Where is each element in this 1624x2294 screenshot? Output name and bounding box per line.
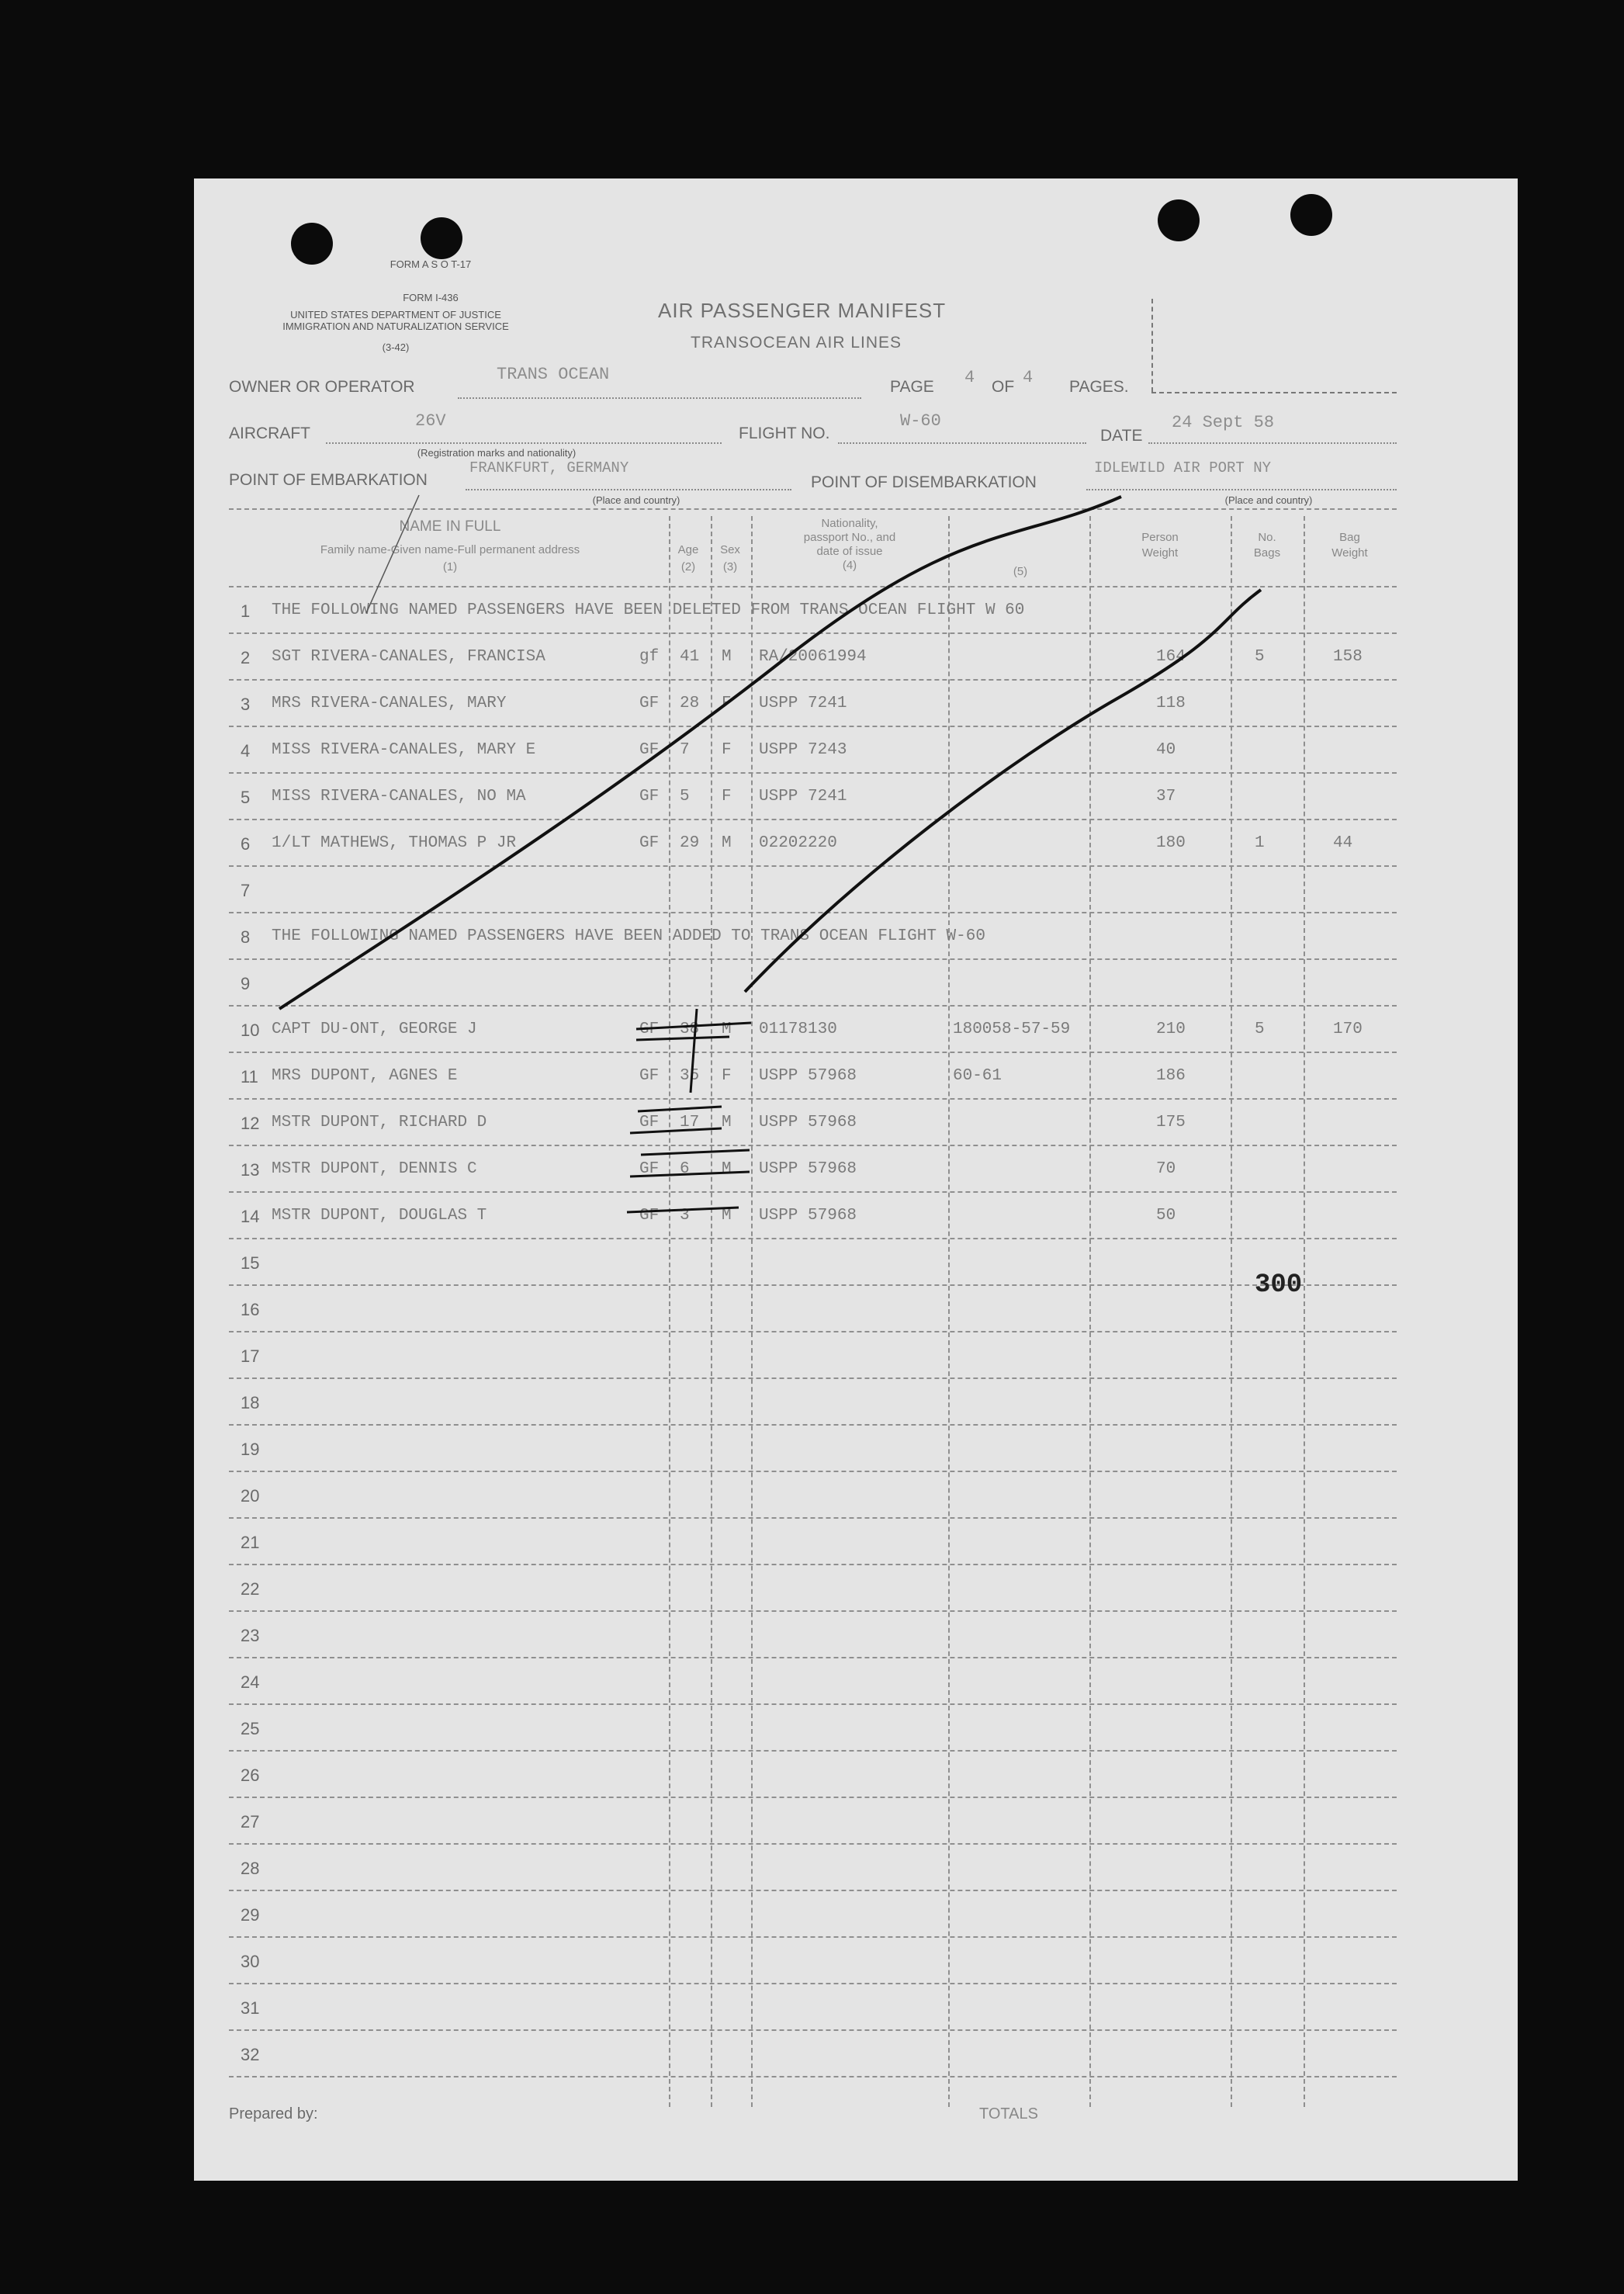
cell-code: GF: [639, 1160, 660, 1178]
cell-age: 6: [680, 1160, 690, 1178]
row-number: 23: [241, 1626, 260, 1645]
cell-name: MISS RIVERA-CANALES, NO MA: [272, 788, 526, 806]
cell-passport: USPP 7241: [759, 695, 847, 712]
embarkation-caption: (Place and country): [592, 494, 680, 506]
embarkation-value: FRANKFURT, GERMANY: [469, 459, 629, 476]
row-number: 10: [241, 1021, 260, 1040]
cell-name: CAPT DU-ONT, GEORGE J: [272, 1021, 477, 1038]
pages-label: PAGES.: [1069, 378, 1129, 396]
row-number: 26: [241, 1766, 260, 1785]
cell-age: 7: [680, 741, 690, 759]
cell-passport: 02202220: [759, 834, 837, 852]
row-number: 28: [241, 1859, 260, 1878]
cell-code: gf: [639, 648, 660, 666]
row-number: 2: [241, 648, 251, 667]
col-person: Person: [1141, 531, 1179, 544]
aircraft-value: 26V: [415, 411, 446, 431]
cell-c5: 180058-57-59: [953, 1021, 1071, 1038]
cell-age: 5: [680, 788, 690, 806]
cell-name: MSTR DUPONT, RICHARD D: [272, 1114, 487, 1131]
row-number: 27: [241, 1812, 260, 1831]
cell-weight: 40: [1156, 741, 1176, 759]
cell-code: GF: [639, 1114, 660, 1131]
row-number: 31: [241, 1998, 260, 2018]
cell-code: GF: [639, 788, 660, 806]
form-title: AIR PASSENGER MANIFEST: [658, 299, 947, 322]
cell-weight: 50: [1156, 1207, 1176, 1225]
row-number: 11: [241, 1067, 258, 1086]
row-number: 21: [241, 1533, 260, 1552]
of-label: OF: [992, 378, 1015, 396]
col-age-number: (2): [680, 560, 696, 574]
cell-weight: 186: [1156, 1067, 1186, 1085]
owner-label: OWNER OR OPERATOR: [229, 378, 415, 396]
cell-code: GF: [639, 1021, 660, 1038]
row-number: 24: [241, 1672, 260, 1692]
col-passport: passport No., and: [803, 531, 896, 544]
agency-line-1: UNITED STATES DEPARTMENT OF JUSTICE: [290, 309, 501, 321]
row-number: 3: [241, 695, 251, 714]
cell-passport: USPP 57968: [759, 1160, 857, 1178]
row-number: 12: [241, 1114, 260, 1133]
prepared-by-label: Prepared by:: [229, 2105, 318, 2122]
row-number: 7: [241, 881, 251, 900]
cell-sex: M: [722, 1160, 732, 1178]
cell-passport: 01178130: [759, 1021, 837, 1038]
cell-passport: USPP 7241: [759, 788, 847, 806]
row-number: 22: [241, 1579, 260, 1599]
cell-weight: 70: [1156, 1160, 1176, 1178]
cell-age: 41: [680, 648, 700, 666]
row-number: 9: [241, 974, 251, 993]
row-number: 5: [241, 788, 251, 807]
form-number-top: FORM A S O T-17: [390, 258, 472, 270]
totals-label: TOTALS: [979, 2105, 1038, 2122]
row-number: 19: [241, 1440, 260, 1459]
agency-line-2: IMMIGRATION AND NATURALIZATION SERVICE: [282, 321, 509, 332]
row-number: 29: [241, 1905, 260, 1925]
cell-name: THE FOLLOWING NAMED PASSENGERS HAVE BEEN ADDED TO TRANS OCEAN FLIGHT W-60: [272, 927, 985, 945]
cell-age: 35: [680, 1067, 700, 1085]
cell-code: GF: [639, 1207, 660, 1225]
cell-name: THE FOLLOWING NAMED PASSENGERS HAVE BEEN DELETED FROM TRANS OCEAN FLIGHT W 60: [272, 601, 1025, 619]
row-number: 25: [241, 1719, 260, 1738]
embarkation-label: POINT OF EMBARKATION: [229, 471, 428, 489]
cell-age: 29: [680, 834, 700, 852]
page-value: 4: [964, 368, 975, 387]
cell-name: MSTR DUPONT, DOUGLAS T: [272, 1207, 487, 1225]
row-number: 17: [241, 1346, 260, 1366]
col-name-title: NAME IN FULL: [399, 518, 501, 535]
cell-weight: 118: [1156, 695, 1186, 712]
cell-name: MRS RIVERA-CANALES, MARY: [272, 695, 507, 712]
cell-bagw: 170: [1333, 1021, 1363, 1038]
cell-bags: 5: [1255, 648, 1265, 666]
cell-weight: 164: [1156, 648, 1186, 666]
cell-bagw: 158: [1333, 648, 1363, 666]
cell-sex: F: [722, 695, 732, 712]
row-number: 15: [241, 1253, 260, 1273]
row-number: 16: [241, 1300, 260, 1319]
flight-label: FLIGHT NO.: [739, 424, 830, 442]
cell-sex: F: [722, 1067, 732, 1085]
agency-line-3: (3-42): [382, 341, 410, 353]
page-label: PAGE: [890, 378, 934, 396]
airline-name: TRANSOCEAN AIR LINES: [691, 334, 902, 352]
col-name-number: (1): [442, 560, 458, 574]
row-number: 1: [241, 601, 251, 621]
col-bag-weight: Weight: [1331, 546, 1368, 560]
row-number: 20: [241, 1486, 260, 1506]
col-5-number: (5): [1013, 565, 1028, 578]
cell-passport: USPP 57968: [759, 1114, 857, 1131]
cell-sex: M: [722, 648, 732, 666]
cell-sex: F: [722, 741, 732, 759]
cell-name: SGT RIVERA-CANALES, FRANCISA: [272, 648, 545, 666]
aircraft-caption: (Registration marks and nationality): [417, 447, 577, 459]
col-person-weight: Weight: [1141, 546, 1179, 560]
cell-sex: M: [722, 1114, 732, 1131]
row-number: 8: [241, 927, 251, 947]
of-value: 4: [1023, 368, 1034, 387]
cell-bags: 5: [1255, 1021, 1265, 1038]
cell-sex: M: [722, 1021, 732, 1038]
cell-weight: 175: [1156, 1114, 1186, 1131]
cell-name: MISS RIVERA-CANALES, MARY E: [272, 741, 536, 759]
cell-weight: 180: [1156, 834, 1186, 852]
cell-passport: RA/20061994: [759, 648, 867, 666]
row-number: 13: [241, 1160, 260, 1180]
cell-weight: 210: [1156, 1021, 1186, 1038]
handwritten-total: 300: [1255, 1270, 1303, 1300]
col-bag: Bag: [1339, 531, 1360, 544]
row-number: 32: [241, 2045, 260, 2064]
cell-age: 17: [680, 1114, 700, 1131]
cell-code: GF: [639, 695, 660, 712]
col-no: No.: [1258, 531, 1276, 544]
row-number: 18: [241, 1393, 260, 1412]
disembarkation-label: POINT OF DISEMBARKATION: [811, 473, 1037, 491]
aircraft-label: AIRCRAFT: [229, 424, 310, 442]
cell-name: MSTR DUPONT, DENNIS C: [272, 1160, 477, 1178]
cell-name: MRS DUPONT, AGNES E: [272, 1067, 458, 1085]
cell-bagw: 44: [1333, 834, 1353, 852]
row-number: 30: [241, 1952, 260, 1971]
col-bags: Bags: [1253, 546, 1281, 560]
col-sex: Sex: [720, 543, 740, 556]
col-name-subtitle: Family name-Given name-Full permanent address: [320, 543, 580, 556]
col-4-number: (4): [842, 559, 857, 572]
col-nationality: Nationality,: [821, 517, 878, 530]
col-sex-number: (3): [722, 560, 738, 574]
cell-c5: 60-61: [953, 1067, 1002, 1085]
cell-code: GF: [639, 834, 660, 852]
owner-value: TRANS OCEAN: [497, 365, 610, 384]
col-date-of-issue: date of issue: [816, 545, 883, 558]
date-label: DATE: [1100, 427, 1143, 445]
date-value: 24 Sept 58: [1172, 413, 1275, 432]
cell-age: 28: [680, 695, 700, 712]
cell-age: 38: [680, 1021, 700, 1038]
cell-age: 3: [680, 1207, 690, 1225]
disembarkation-caption: (Place and country): [1224, 494, 1313, 506]
form-number: FORM I-436: [403, 292, 459, 303]
cell-passport: USPP 57968: [759, 1207, 857, 1225]
flight-value: W-60: [900, 411, 941, 431]
cell-code: GF: [639, 741, 660, 759]
cell-bags: 1: [1255, 834, 1265, 852]
row-number: 4: [241, 741, 251, 761]
row-number: 14: [241, 1207, 260, 1226]
cell-code: GF: [639, 1067, 660, 1085]
cell-passport: USPP 57968: [759, 1067, 857, 1085]
cell-name: 1/LT MATHEWS, THOMAS P JR: [272, 834, 517, 852]
cell-passport: USPP 7243: [759, 741, 847, 759]
cell-sex: M: [722, 1207, 732, 1225]
cell-sex: M: [722, 834, 732, 852]
row-number: 6: [241, 834, 251, 854]
disembarkation-value: IDLEWILD AIR PORT NY: [1094, 459, 1272, 476]
cell-sex: F: [722, 788, 732, 806]
col-age: Age: [677, 543, 699, 556]
cell-weight: 37: [1156, 788, 1176, 806]
